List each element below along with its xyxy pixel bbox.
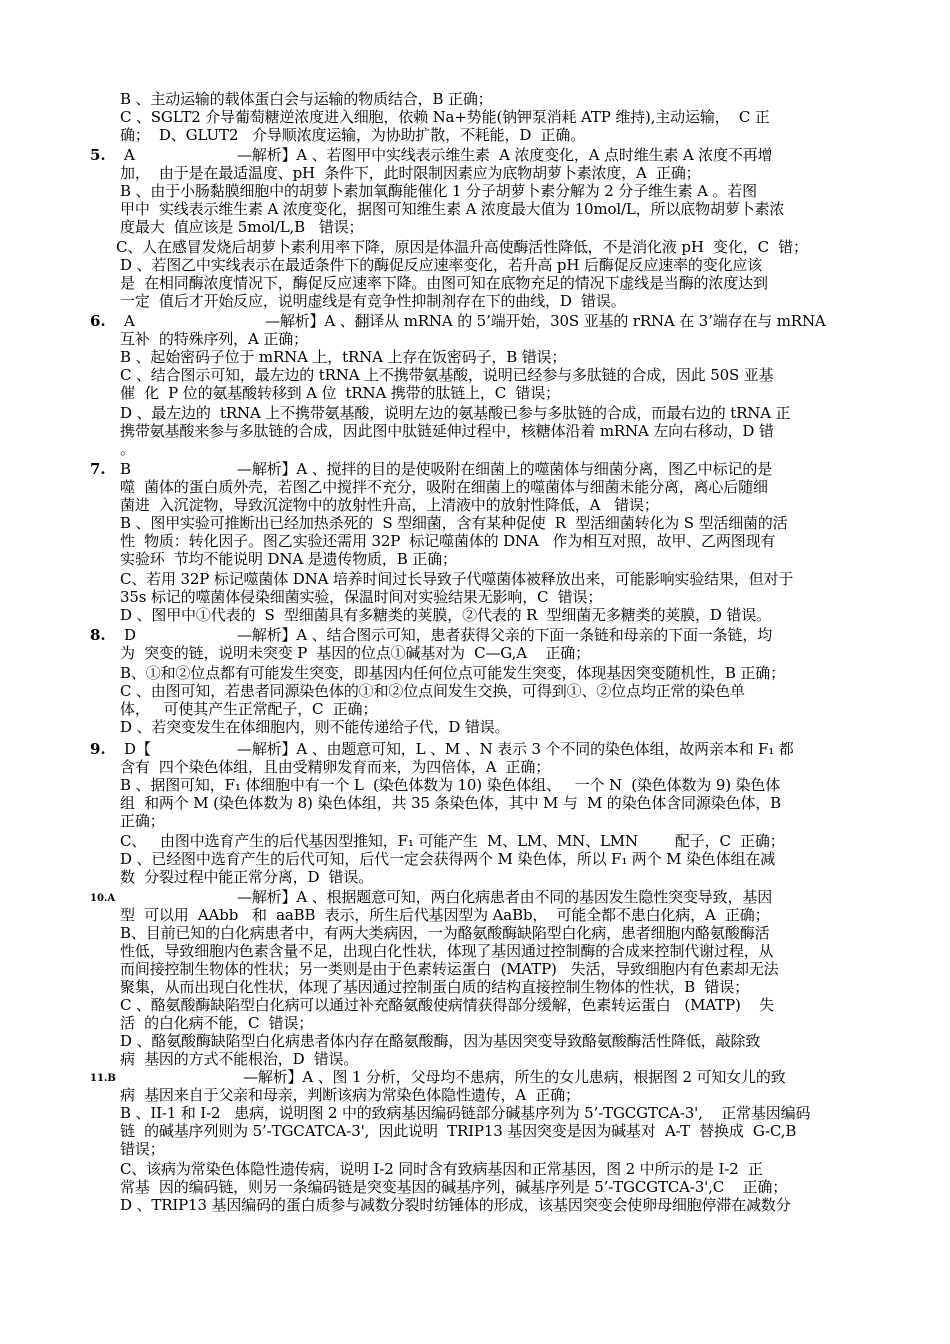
- item8-line: —解析】A 、结合图示可知，患者获得父亲的下面一条链和母亲的下面一条链，均: [237, 626, 773, 644]
- item7-line: —解析】A 、搅拌的目的是使吸附在细菌上的噬菌体与细菌分离，图乙中标记的是: [237, 460, 773, 478]
- item10-line: 病 基因的方式不能根治，D 错误。: [120, 1050, 359, 1068]
- item11-line: C、该病为常染色体隐性遗传病，说明 I-2 同时含有致病基因和正常基因，图 2 中所示的是 I-2 正: [120, 1160, 763, 1178]
- item10-number: 10.A: [90, 893, 116, 904]
- item6-line: 互补 的特殊序列，A 正确；: [120, 330, 308, 348]
- item7-line: 菌进 入沉淀物，导致沉淀物中的放射性升高，上清液中的放射性降低，A 错误；: [120, 496, 659, 514]
- item9-line: D 、已经图中选育产生的后代可知，后代一定会获得两个 M 染色体，所以 F₁ 两个 M 染色体组在减: [120, 850, 776, 868]
- item7-number: 7.: [90, 460, 106, 478]
- item10-line: —解析】A 、根据题意可知，两白化病患者由不同的基因发生隐性突变导致，基因: [237, 888, 773, 906]
- item10-line: 性低，导致细胞内色素含量不足，出现白化性状，体现了基因通过控制酶的合成来控制代谢过程，从: [120, 942, 774, 960]
- item5-line: 甲中 实线表示维生素 A 浓度变化，据图可知维生素 A 浓度最大值为 10mol/L，所以底物胡萝卜素浓: [120, 200, 785, 218]
- item10-line: 活 的白化病不能，C 错误；: [120, 1014, 314, 1032]
- item6-answer: A: [124, 312, 135, 330]
- item5-answer: A: [124, 146, 135, 164]
- item5-number: 5.: [90, 146, 106, 164]
- item5-line: 度最大 值应该是 5mol/L,B 错误；: [120, 218, 364, 236]
- item8-line: C 、由图可知，若患者同源染色体的①和②位点间发生交换，可得到①、②位点均正常的染色单: [120, 682, 745, 700]
- item8-line: B、①和②位点都有可能发生突变，即基因内任何位点可能发生突变，体现基因突变随机性，B 正确；: [120, 664, 785, 682]
- item5-line: 一定 值后才开始反应，说明虚线是有竞争性抑制剂存在下的曲线，D 错误。: [120, 292, 626, 310]
- item5-line: B 、由于小肠黏膜细胞中的胡萝卜素加氧酶能催化 1 分子胡萝卜素分解为 2 分子维生素 A 。若图: [120, 182, 757, 200]
- item5-line: 是 在相同酶浓度情况下，酶促反应速率下降。由图可知在底物充足的情况下虚线是当酶的浓度达到: [120, 274, 768, 292]
- item9-line: 数 分裂过程中能正常分离，D 错误。: [120, 868, 374, 886]
- item6-line: 催 化 P 位的氨基酸转移到 A 位 tRNA 携带的肽链上，C 错误；: [120, 384, 560, 402]
- item7-answer: B: [120, 460, 132, 478]
- item11-line: 病 基因来自于父亲和母亲，判断该病为常染色体隐性遗传，A 正确；: [120, 1086, 580, 1104]
- item10-line: D 、酪氨酸酶缺陷型白化病患者体内存在酪氨酸酶，因为基因突变导致酪氨酸酶活性降低，敲除致: [120, 1032, 761, 1050]
- item8-line: 体， 可使其产生正常配子，C 正确；: [120, 700, 378, 718]
- item8-number: 8.: [90, 626, 106, 644]
- item9-line: B 、据图可知，F₁ 体细胞中有一个 L (染色体数为 10) 染色体组、 一个 N (染色体数为 9) 染色体: [120, 776, 781, 794]
- item6-number: 6.: [90, 312, 106, 330]
- item6-line: C 、结合图示可知，最左边的 tRNA 上不携带氨基酸，说明已经参与多肽链的合成，因此 50S 亚基: [120, 366, 774, 384]
- item10-line: 型 可以用 AAbb 和 aaBB 表示，所生后代基因型为 AaBb， 可能全都不患白化病，A 正确；: [120, 906, 770, 924]
- item8-line: 为 突变的链，说明未突变 P 基因的位点①碱基对为 C—G,A 正确；: [120, 644, 590, 662]
- item6-line: B 、起始密码子位于 mRNA 上，tRNA 上存在饭密码子，B 错误；: [120, 348, 567, 366]
- item9-number: 9.: [90, 740, 106, 758]
- item9-line: 组 和两个 M (染色体数为 8) 染色体组，共 35 条染色体，其中 M 与 M 的染色体含同源染色体，B: [120, 794, 782, 812]
- item5-line: —解析】A 、若图甲中实线表示维生素 A 浓度变化，A 点时维生素 A 浓度不再增: [237, 146, 773, 164]
- item9-line: 正确；: [120, 812, 165, 830]
- item5-line: 加， 由于是在最适温度、pH 条件下，此时限制因素应为底物胡萝卜素浓度，A 正确；: [120, 164, 701, 182]
- item7-line: 35s 标记的噬菌体侵染细菌实验，保温时间对实验结果无影响，C 错误；: [120, 588, 603, 606]
- item6-line: 携带氨基酸来参与多肽链的合成，因此图中肽链延伸过程中，核糖体沿着 mRNA 左向右移动，D 错: [120, 422, 774, 440]
- item10-line: 而间接控制生物体的性状；另一类则是由于色素转运蛋白 (MATP) 失活，导致细胞内有色素却无法: [120, 960, 779, 978]
- item11-line: B 、II-1 和 I-2 患病，说明图 2 中的致病基因编码链部分碱基序列为 5’-TGCGTCA-3', 正常基因编码: [120, 1104, 811, 1122]
- item11-line: 常基 因的编码链，则另一条编码链是突变基因的碱基序列，碱基序列是 5’-TGCGTCA-3',C 正确；: [120, 1178, 788, 1196]
- item8-answer: D: [124, 626, 137, 644]
- item7-line: D 、图甲中①代表的 S 型细菌具有多糖类的荚膜，②代表的 R 型细菌无多糖类的荚膜，D 错误。: [120, 606, 771, 624]
- item6-line: 。: [120, 440, 135, 458]
- item11-line: 错误；: [120, 1140, 165, 1158]
- item10-line: C 、酪氨酸酶缺陷型白化病可以通过补充酪氨酸使病情获得部分缓解，色素转运蛋白 (MATP) 失: [120, 996, 774, 1014]
- item6-line: —解析】A 、翻译从 mRNA 的 5’端开始，30S 亚基的 rRNA 在 3’端存在与 mRNA: [265, 312, 826, 330]
- item5-line: D 、若图乙中实线表示在最适条件下的酶促反应速率变化，若升高 pH 后酶促反应速率的变化应该: [120, 256, 763, 274]
- item9-line: —解析】A 、由题意可知，L 、M 、N 表示 3 个不同的染色体组，故两亲本和 F₁ 都: [237, 740, 794, 758]
- item8-line: D 、若突变发生在体细胞内，则不能传递给子代，D 错误。: [120, 718, 510, 736]
- item11-number: 11.B: [90, 1073, 116, 1084]
- item9-line: 含有 四个染色体组，且由受精卵发育而来，为四倍体，A 正确；: [120, 758, 551, 776]
- item4-line-b: B 、主动运输的载体蛋白会与运输的物质结合，B 正确；: [120, 90, 493, 108]
- item11-line: 链 的碱基序列则为 5’-TGCATCA-3', 因此说明 TRIP13 基因突变是因为碱基对 A-T 替换成 G-C,B: [120, 1122, 797, 1140]
- item4-line-c2: 确； D、GLUT2 介导顺浓度运输，为协助扩散，不耗能，D 正确。: [120, 126, 586, 144]
- item7-line: C、若用 32P 标记噬菌体 DNA 培养时间过长导致子代噬菌体被释放出来，可能影响实验结果，但对于: [120, 570, 794, 588]
- item7-line: B 、图甲实验可推断出已经加热杀死的 S 型细菌，含有某种促使 R 型活细菌转化为 S 型活细菌的活: [120, 514, 788, 532]
- item7-line: 噬 菌体的蛋白质外壳，若图乙中搅拌不充分，吸附在细菌上的噬菌体与细菌未能分离，离心后随细: [120, 478, 768, 496]
- item5-line: C、人在感冒发烧后胡萝卜素利用率下降，原因是体温升高使酶活性降低，不是消化液 pH 变化，C 错；: [116, 238, 808, 256]
- item9-answer: D【: [124, 740, 152, 758]
- item10-line: B、目前已知的白化病患者中，有两大类病因，一为酪氨酸酶缺陷型白化病，患者细胞内酪氨酸酶活: [120, 924, 770, 942]
- item11-line: —解析】A 、图 1 分析，父母均不患病，所生的女儿患病，根据图 2 可知女儿的致: [243, 1068, 786, 1086]
- item7-line: 实验环 节均不能说明 DNA 是遗传物质，B 正确；: [120, 550, 457, 568]
- item7-line: 性 物质：转化因子。图乙实验还需用 32P 标记噬菌体的 DNA 作为相互对照，故甲、乙两图现有: [120, 532, 776, 550]
- item4-line-c1: C 、SGLT2 介导葡萄糖逆浓度进入细胞，依赖 Na+势能(钠钾泵消耗 ATP 维持),主动运输， C 正: [120, 108, 770, 126]
- item11-line: D 、TRIP13 基因编码的蛋白质参与减数分裂时纺锤体的形成，该基因突变会使卵母细胞停滞在减数分: [120, 1196, 791, 1214]
- item10-line: 聚集，从而出现白化性状，体现了基因通过控制蛋白质的结构直接控制生物体的性状，B 错误；: [120, 978, 749, 996]
- item9-line: C、 由图中选育产生的后代基因型推知，F₁ 可能产生 M、LM、MN、LMN 配子，C 正确；: [120, 832, 785, 850]
- item6-line: D 、最左边的 tRNA 上不携带氨基酸，说明左边的氨基酸已参与多肽链的合成，而最右边的 tRNA 正: [120, 404, 791, 422]
